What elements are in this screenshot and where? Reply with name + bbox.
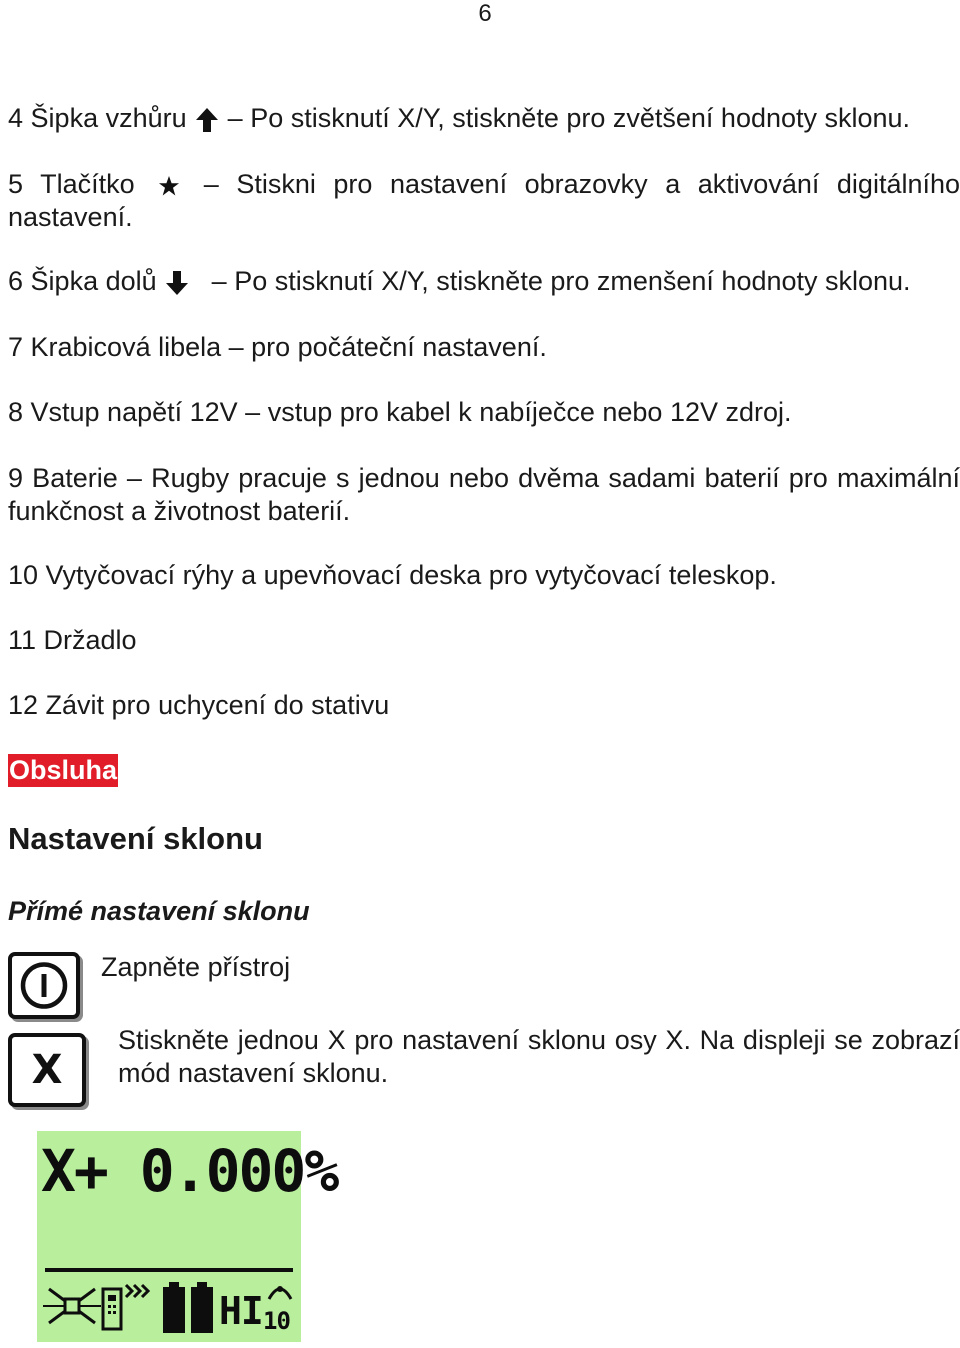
power-button-icon [8,952,80,1019]
list-item [8,168,960,234]
arrow-up-icon [194,107,220,133]
list-item: 10 Vytyčovací rýhy a upevňovací deska pro vytyčovací teleskop. [8,560,777,590]
item-number: 6 [8,266,24,296]
list-item: 11 Držadlo [8,625,137,655]
item-description: – Po stisknutí X/Y, stiskněte pro zvětšení hodnoty sklonu. [227,103,911,133]
page-number: 6 [478,0,492,27]
lcd-display [37,1131,338,1342]
arrow-down-icon [164,270,190,296]
tilt-sensitivity-icon [265,1279,295,1303]
item-description: – Stiskni pro nastavení obrazovky a aktivování digitálního nastavení. [8,169,960,232]
lcd-mode-number: 10 [263,1307,290,1335]
list-item [8,265,953,298]
section-label: Obsluha [9,755,118,785]
step-text: Zapněte přístroj [101,952,291,982]
item-name: Šipka dolů [30,266,157,296]
list-item: 12 Závit pro uchycení do stativu [8,690,390,720]
section-heading: Nastavení sklonu [8,821,263,856]
x-button-glyph: X [31,1047,63,1093]
step-text: Stiskněte jednou X pro nastavení sklonu osy X. Na displeji se zobrazí mód nastavení sklonu. [118,1025,960,1088]
item-description: – Po stisknutí X/Y, stiskněte pro zmenšení hodnoty sklonu. [211,266,911,296]
list-item: 7 Krabicová libela – pro počáteční nastavení. [8,332,547,362]
list-item: 9 Baterie – Rugby pracuje s jednou nebo dvěma sadami baterií pro maximální funkčnost a životnost baterií. [8,463,960,526]
item-number: 5 [8,169,24,199]
star-icon [158,175,180,197]
lcd-readout: X+ 0.000% [41,1137,338,1205]
battery-full-icon [161,1281,187,1335]
item-number: 4 [8,103,24,133]
list-item: 8 Vstup napětí 12V – vstup pro kabel k nabíječce nebo 12V zdroj. [8,397,792,427]
subsection-heading: Přímé nastavení sklonu [8,896,310,926]
lcd-mode-label: HI [219,1289,263,1333]
battery-full-icon [189,1281,215,1335]
remote-signal-icon [101,1279,153,1333]
x-button-icon [8,1033,86,1107]
laser-beam-icon [43,1283,101,1329]
lcd-divider [45,1268,293,1272]
item-name: Šipka vzhůru [30,103,187,133]
list-item [8,102,953,135]
item-name: Tlačítko [40,169,135,199]
